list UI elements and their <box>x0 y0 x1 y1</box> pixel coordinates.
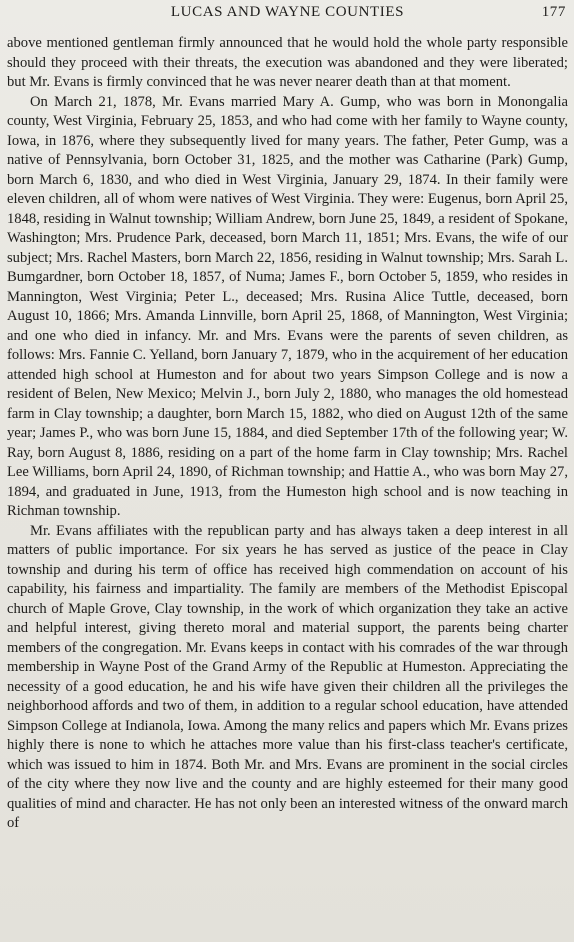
paragraph-marriage-and-family: On March 21, 1878, Mr. Evans married Mary A. Gump, who was born in Monongalia county, West Virginia, February 25, 1853, and who had come with her family to Wayne county, Iowa, in 1876, where they subsequently lived for many years. The father, Peter Gump, was a native of Pennsylvania, born October 31, 1825, and the mother was Catharine (Park) Gump, born March 6, 1830, and who died in West Virginia, January 29, 1874. In their family were eleven children, all of whom were natives of West Virginia. They were: Eugenus, born April 25, 1848, residing in Walnut township; William Andrew, born June 25, 1849, a resident of Spokane, Washington; Mrs. Prudence Park, deceased, born March 11, 1851; Mrs. Evans, the wife of our subject; Mrs. Rachel Masters, born March 22, 1856, residing in Walnut township; Mrs. Sarah L. Bumgardner, born October 18, 1857, of Numa; James F., born October 5, 1859, who resides in Mannington, West Virginia; Peter L., deceased; Mrs. Rusina Alice Tuttle, deceased, born August 10, 1866; Mrs. Amanda Linnville, born April 25, 1868, of Mannington, West Virginia; and one who died in infancy. Mr. and Mrs. Evans were the parents of seven children, as follows: Mrs. Fannie C. Yelland, born January 7, 1879, who in the acquirement of her education attended high school at Humeston and for about two years Simpson College and is now a resident of Belen, New Mexico; Melvin J., born July 2, 1880, who manages the old homestead farm in Clay township; a daughter, born March 15, 1882, who died on August 12th of the same year; James P., who was born June 15, 1884, and died September 17th of the following year; W. Ray, born August 8, 1886, residing on a part of the home farm in Clay township; Mrs. Rachel Lee Williams, born April 24, 1890, of Richman township; and Hattie A., who was born May 27, 1894, and graduated in June, 1913, from the Humeston high school and is now teaching in Richman township. <box>7 93 568 519</box>
page-number: 177 <box>541 4 566 20</box>
paragraph-continuation: above mentioned gentleman firmly announced that he would hold the whole party responsible should they proceed with their threats, the execution was abandoned and they were liberated; but Mr. Evans is firmly convinced that he was never nearer death than at that moment. <box>7 35 568 90</box>
paragraph-public-life: Mr. Evans affiliates with the republican party and has always taken a deep interest in all matters of public importance. For six years he has served as justice of the peace in Clay township and during his term of office has received high commendation on account of his capability, his fairness and impartiality. The family are members of the Methodist Episcopal church of Maple Grove, Clay township, in the work of which organization they take an active and helpful interest, giving thereto moral and material support, the parents being charter members of the congregation. Mr. Evans keeps in contact with his comrades of the war through membership in Wayne Post of the Grand Army of the Republic at Humeston. Appreciating the necessity of a good education, he and his wife have given their children all the privileges the neighborhood affords and two of them, in addition to a regular school education, have attended Simpson College at Indianola, Iowa. Among the many relics and papers which Mr. Evans prizes highly there is none to which he attaches more value than his first-class teacher's certificate, which was issued to him in 1874. Both Mr. and Mrs. Evans are prominent in the social circles of the city where they now live and the county and are highly esteemed for their many good qualities of mind and character. He has not only been an interested witness of the onward march of <box>7 522 568 831</box>
body-text <box>7 34 568 834</box>
running-header <box>7 2 568 26</box>
running-title: LUCAS AND WAYNE COUNTIES <box>170 4 405 20</box>
